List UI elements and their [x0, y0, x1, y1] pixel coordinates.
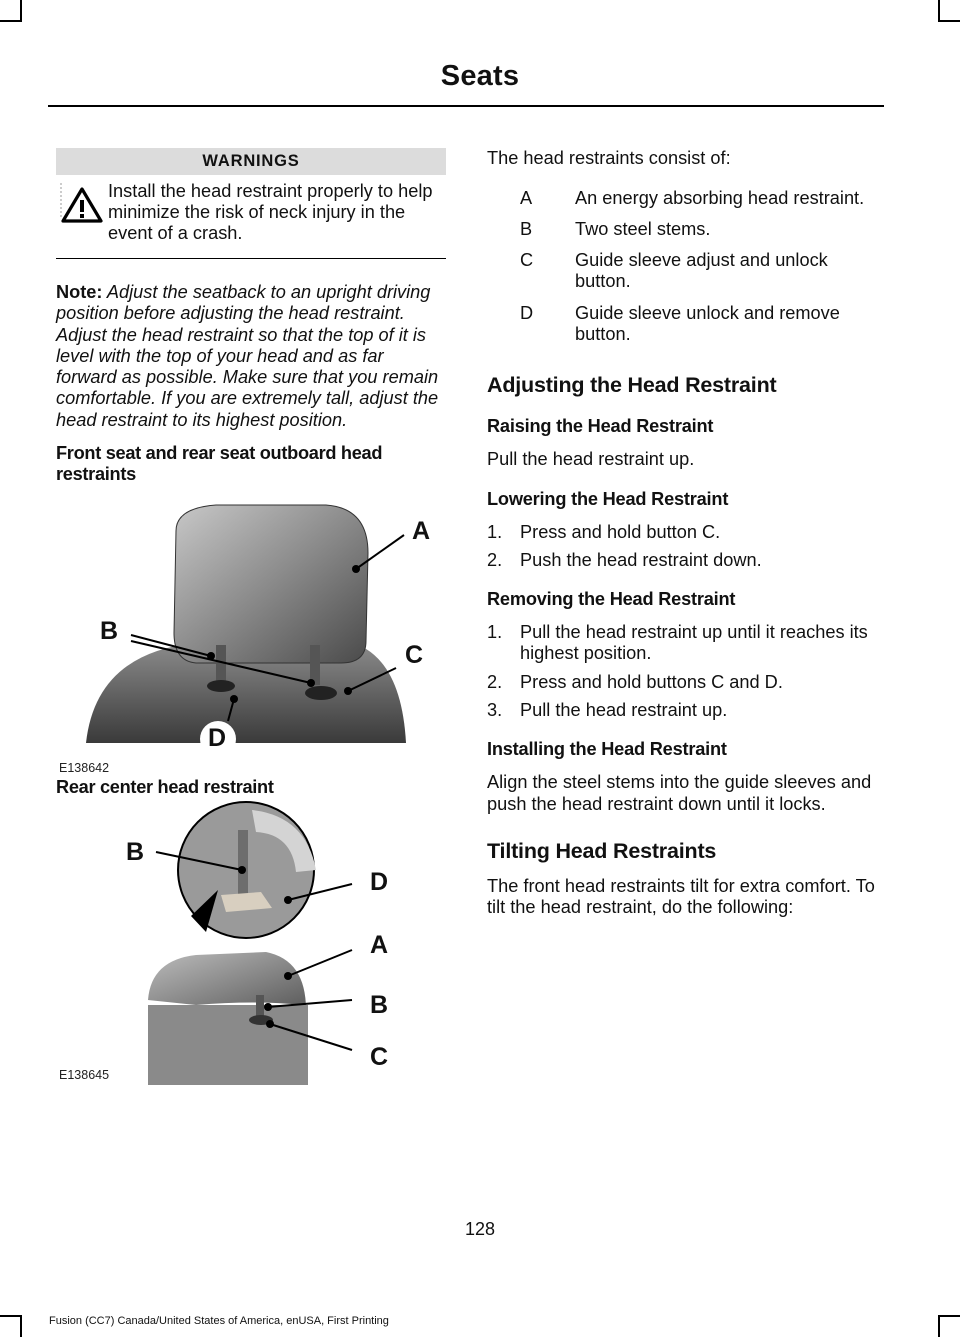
installing-heading: Installing the Head Restraint — [487, 739, 727, 760]
figure2-label-a: A — [370, 931, 389, 960]
figure2-heading: Rear center head restraint — [56, 777, 274, 798]
note-text: Adjust the seatback to an upright driving position before adjusting the head restraint. Adjust the head restraint so that the top of it is level with the top of your head and as far forward as possible. Make sure that you remain comfortable. If you are extremely tall, adjust the head restraint to its highest position. — [56, 282, 439, 430]
item-key: A — [520, 187, 533, 208]
installing-text: Align the steel stems into the guide sleeves and push the head restraint down until it locks. — [487, 772, 872, 814]
step-number: 2. — [487, 549, 503, 570]
note-label: Note: — [56, 282, 103, 302]
list-item — [487, 550, 882, 571]
figure1-label-d: D — [208, 724, 227, 753]
components-list — [487, 188, 882, 346]
item-text: Guide sleeve adjust and unlock button. — [575, 250, 828, 292]
crop-mark — [938, 20, 960, 22]
tilting-text: The front head restraints tilt for extra comfort. To tilt the head restraint, do the following: — [487, 875, 875, 918]
lowering-steps — [487, 522, 882, 572]
item-text: Guide sleeve unlock and remove button. — [575, 302, 840, 344]
crop-mark — [0, 1315, 22, 1317]
tilting-heading: Tilting Head Restraints — [487, 838, 717, 863]
raising-text: Pull the head restraint up. — [487, 449, 695, 470]
item-text: Two steel stems. — [575, 218, 711, 239]
adjusting-heading: Adjusting the Head Restraint — [487, 373, 777, 398]
left-column — [56, 148, 446, 1090]
list-item — [487, 303, 882, 346]
crop-mark — [938, 0, 940, 22]
figure1-label-c: C — [405, 641, 424, 670]
figure1-heading: Front seat and rear seat outboard head restraints — [56, 443, 383, 485]
item-key: C — [520, 250, 534, 271]
step-number: 1. — [487, 521, 503, 542]
item-key: D — [520, 302, 534, 323]
warning-text: Install the head restraint properly to help minimize the risk of neck injury in the event of a crash. — [108, 181, 433, 243]
item-key: B — [520, 218, 533, 239]
step-text: Push the head restraint down. — [520, 549, 762, 570]
step-number: 1. — [487, 622, 503, 643]
figure2-code: E138645 — [59, 1068, 110, 1083]
crop-mark — [20, 1315, 22, 1337]
components-intro: The head restraints consist of: — [487, 148, 731, 168]
list-item — [487, 672, 882, 693]
step-text: Pull the head restraint up. — [520, 700, 728, 721]
list-item — [487, 522, 882, 543]
crop-mark — [938, 1315, 960, 1317]
step-number: 3. — [487, 700, 503, 721]
figure-front-head-restraint — [56, 493, 446, 776]
list-item — [487, 250, 882, 293]
warning-block — [56, 181, 446, 244]
removing-heading: Removing the Head Restraint — [487, 589, 736, 610]
step-text: Press and hold button C. — [520, 521, 721, 542]
list-item — [487, 700, 882, 721]
right-column — [487, 148, 882, 919]
crop-mark — [20, 0, 22, 22]
figure1-label-a: A — [412, 517, 431, 546]
list-item — [487, 622, 882, 665]
raising-heading: Raising the Head Restraint — [487, 416, 714, 437]
warning-rule — [56, 258, 446, 259]
figure2-label-b-top: B — [126, 838, 145, 867]
removing-steps — [487, 622, 882, 721]
note-paragraph — [56, 282, 446, 431]
step-text: Pull the head restraint up until it reaches its highest position. — [520, 622, 868, 664]
figure2-label-b-bottom: B — [370, 991, 389, 1020]
crop-mark — [938, 1315, 940, 1337]
warning-triangle-icon — [56, 181, 108, 227]
footer-text: Fusion (CC7) Canada/United States of America, enUSA, First Printing — [49, 1315, 389, 1327]
header-rule — [48, 105, 884, 107]
figure1-code: E138642 — [59, 761, 110, 776]
step-number: 2. — [487, 671, 503, 692]
crop-mark — [0, 20, 22, 22]
figure1-label-b: B — [100, 617, 119, 646]
figure2-label-d: D — [370, 868, 389, 897]
list-item — [487, 219, 882, 240]
item-text: An energy absorbing head restraint. — [575, 187, 865, 208]
page-number: 128 — [464, 1219, 496, 1239]
list-item — [487, 188, 882, 209]
figure2-label-c: C — [370, 1043, 389, 1072]
step-text: Press and hold buttons C and D. — [520, 671, 783, 692]
page-title: Seats — [440, 60, 520, 92]
figure-rear-center-head-restraint — [56, 800, 446, 1090]
lowering-heading: Lowering the Head Restraint — [487, 488, 729, 509]
warnings-heading: WARNINGS — [56, 148, 446, 175]
